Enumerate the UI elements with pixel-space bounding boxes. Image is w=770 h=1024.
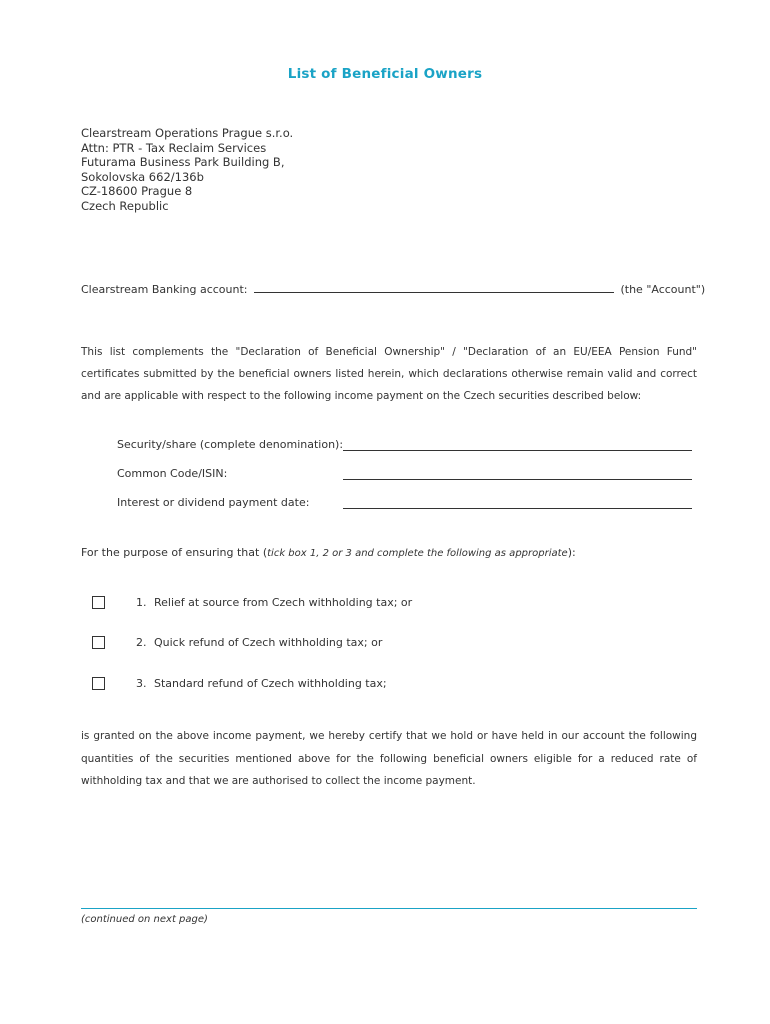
address-line: Czech Republic: [81, 198, 169, 213]
option-label: Quick refund of Czech withholding tax; or: [154, 636, 383, 649]
footer-divider: [81, 908, 697, 909]
purpose-suffix: ):: [567, 546, 576, 559]
account-suffix: (the "Account"): [620, 283, 706, 296]
option-number: 3.: [136, 677, 147, 690]
account-label: Clearstream Banking account:: [81, 283, 248, 296]
option-quick-refund: [0, 636, 770, 656]
address-line: Sokolovska 662/136b: [81, 169, 204, 184]
purpose-statement: [81, 546, 576, 559]
purpose-prefix: For the purpose of ensuring that (: [81, 546, 268, 559]
certification-paragraph: is granted on the above income payment, we hereby certify that we hold or have held in our account the following quantities of the securities mentioned above for the following beneficial owners eligible for a reduced rate of withholding tax and that we are authorised to collect the income payment.: [81, 730, 697, 787]
option-label: Relief at source from Czech withholding tax; or: [154, 596, 413, 609]
address-line: Futurama Business Park Building B,: [81, 155, 285, 170]
payment-date-field-label: Interest or dividend payment date:: [117, 496, 310, 509]
checkbox-option-3[interactable]: [92, 677, 105, 690]
purpose-instruction: tick box 1, 2 or 3 and complete the following as appropriate: [267, 548, 568, 559]
continued-note: (continued on next page): [81, 914, 208, 925]
address-line: Attn: PTR - Tax Reclaim Services: [81, 140, 267, 155]
isin-input-line[interactable]: [343, 479, 692, 480]
security-field-label: Security/share (complete denomination):: [117, 438, 344, 451]
document-title: List of Beneficial Owners: [287, 66, 483, 82]
address-line: Clearstream Operations Prague s.r.o.: [81, 126, 294, 140]
security-input-line[interactable]: [343, 450, 692, 451]
recipient-address: [81, 126, 293, 214]
payment-date-input-line[interactable]: [343, 508, 692, 509]
option-relief-at-source: [0, 596, 770, 616]
checkbox-option-2[interactable]: [92, 636, 105, 649]
isin-field-label: Common Code/ISIN:: [117, 467, 228, 480]
option-number: 1.: [136, 596, 147, 609]
address-line: CZ-18600 Prague 8: [81, 184, 193, 199]
option-number: 2.: [136, 636, 147, 649]
option-label: Standard refund of Czech withholding tax;: [154, 677, 387, 690]
checkbox-option-1[interactable]: [92, 596, 105, 609]
account-input-line[interactable]: [254, 281, 614, 293]
intro-paragraph: This list complements the "Declaration of Beneficial Ownership" / "Declaration of an EU/EEA Pension Fund" certificates submitted by the beneficial owners listed herein, which declarations otherwise remain valid and correct and are applicable with respect to the following income payment on the Czech securities described below:: [81, 346, 697, 402]
option-standard-refund: [0, 677, 770, 697]
account-row: [81, 281, 705, 296]
